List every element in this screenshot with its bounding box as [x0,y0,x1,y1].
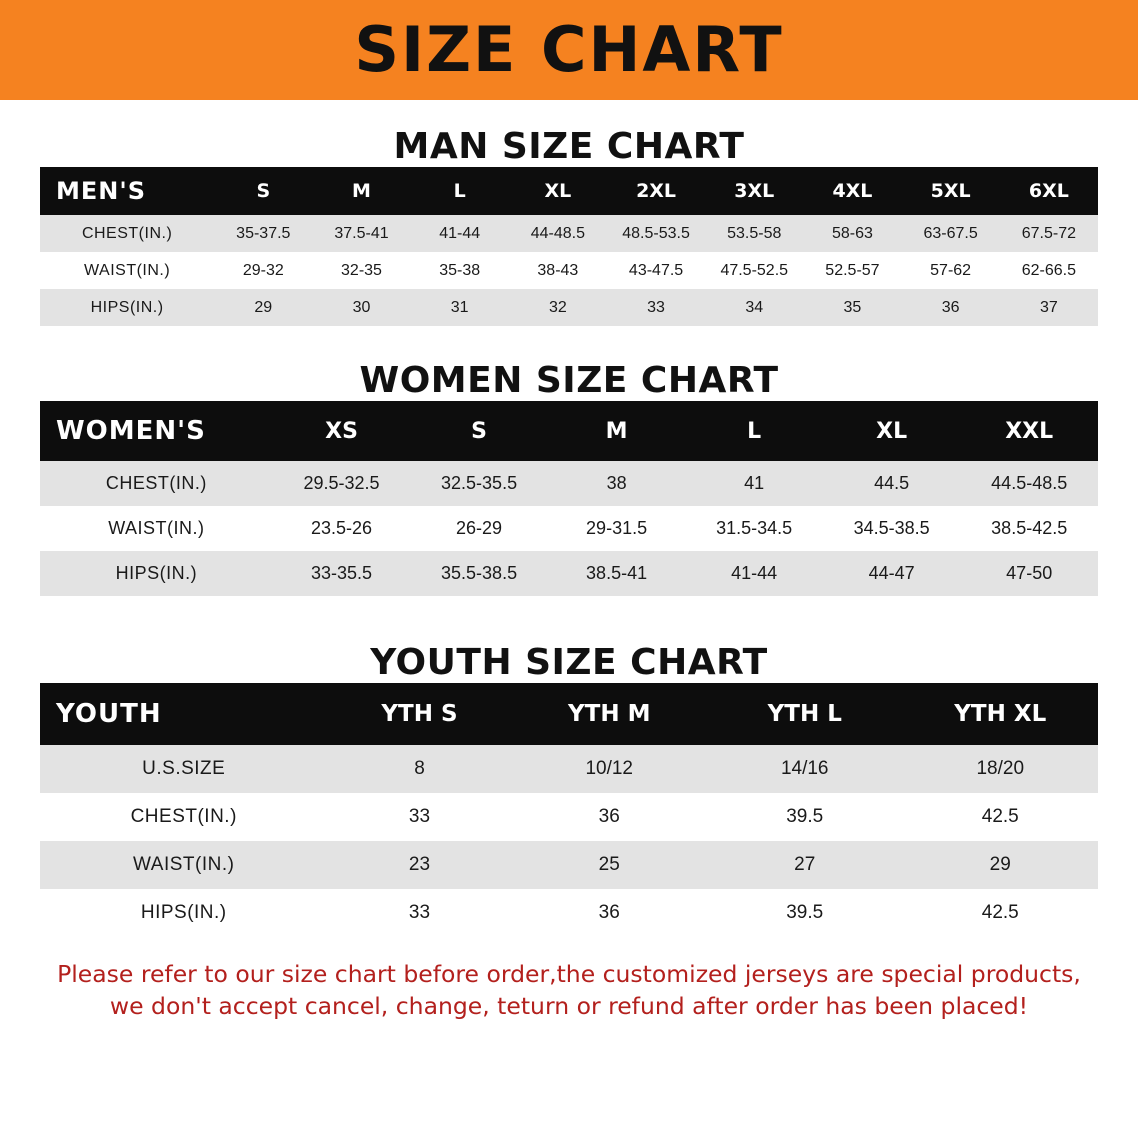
man-table-wrap [0,167,1138,326]
man-row-1-cell-7: 57-62 [930,261,972,279]
table-row [40,841,1098,889]
women-size-table [40,401,1098,596]
man-row-0-cell-7: 63-67.5 [923,224,978,242]
women-section-title: WOMEN SIZE CHART [359,360,779,401]
women-row-1-label: WAIST(IN.) [108,518,205,538]
women-row-2-cell-2: 38.5-41 [586,563,648,583]
women-row-1-cell-1: 26-29 [456,518,503,538]
youth-header-cell-1: YTH S [381,701,458,727]
youth-header-cell-4: YTH XL [954,701,1047,727]
table-row [40,745,1098,793]
women-table-header [40,401,1098,461]
man-header-cell-4: XL [544,180,572,202]
women-row-1-cell-3: 31.5-34.5 [716,518,793,538]
man-row-0-cell-2: 41-44 [439,224,481,242]
man-header-cell-7: 4XL [832,180,873,202]
youth-row-3-cell-3: 42.5 [981,902,1019,923]
youth-row-1-cell-1: 36 [598,806,620,827]
man-row-2-cell-2: 31 [450,298,469,316]
man-row-1-cell-1: 32-35 [341,261,382,279]
women-row-0-cell-1: 32.5-35.5 [441,473,518,493]
women-row-2-cell-1: 35.5-38.5 [441,563,518,583]
man-row-0-cell-6: 58-63 [831,224,873,242]
youth-row-1-cell-0: 33 [408,806,431,827]
table-row [40,793,1098,841]
women-header-cell-1: XS [325,418,358,444]
youth-header-cell-2: YTH M [567,701,651,727]
man-header-cell-6: 3XL [734,180,775,202]
women-header-cell-2: S [471,418,487,444]
man-header-cell-3: L [453,180,466,202]
man-header-cell-5: 2XL [636,180,677,202]
youth-header-cell-3: YTH L [767,701,842,727]
table-row [40,461,1098,506]
youth-row-3-cell-0: 33 [408,902,431,923]
youth-header-cell-0: YOUTH [56,699,162,729]
table-row [40,551,1098,596]
man-row-2-cell-5: 34 [745,298,764,316]
women-header-cell-5: XL [876,418,908,444]
women-row-1-cell-4: 34.5-38.5 [853,518,930,538]
man-row-1-cell-3: 38-43 [537,261,579,279]
youth-table-wrap [0,683,1138,937]
youth-row-0-cell-3: 18/20 [976,758,1025,779]
women-row-1-cell-5: 38.5-42.5 [991,518,1068,538]
women-row-0-cell-5: 44.5-48.5 [991,473,1068,493]
man-header-cell-8: 5XL [930,180,971,202]
man-row-0-cell-0: 35-37.5 [236,224,291,242]
women-header-cell-0: WOMEN'S [56,416,206,446]
man-row-0-cell-5: 53.5-58 [727,224,782,242]
man-size-table [40,167,1098,326]
women-row-2-label: HIPS(IN.) [115,563,198,583]
table-row [40,289,1098,326]
women-row-0-cell-2: 38 [606,473,627,493]
man-section-title: MAN SIZE CHART [393,126,745,167]
women-table-wrap [0,401,1138,596]
man-row-0-cell-8: 67.5-72 [1021,224,1076,242]
man-row-2-cell-4: 33 [647,298,665,316]
youth-row-3-label: HIPS(IN.) [140,902,227,923]
man-row-1-cell-0: 29-32 [242,261,284,279]
man-table-header [40,167,1098,215]
women-row-1-cell-2: 29-31.5 [586,518,648,538]
man-row-0-cell-4: 48.5-53.5 [622,224,690,242]
man-row-2-cell-7: 36 [941,298,960,316]
page-title: SIZE CHART [354,13,784,86]
table-row [40,215,1098,252]
man-row-2-label: HIPS(IN.) [90,298,164,316]
women-row-1-cell-0: 23.5-26 [310,518,373,538]
women-header-cell-6: XXL [1005,418,1054,444]
youth-row-1-cell-2: 39.5 [786,806,824,827]
youth-row-1-label: CHEST(IN.) [130,806,237,827]
man-row-2-cell-3: 32 [548,298,567,316]
man-row-2-cell-1: 30 [352,298,371,316]
table-row [40,252,1098,289]
youth-size-table [40,683,1098,937]
table-row [40,506,1098,551]
youth-row-0-cell-2: 14/16 [780,758,829,779]
man-row-2-cell-0: 29 [254,298,273,316]
man-header-cell-2: M [352,180,371,202]
man-row-2-cell-8: 37 [1039,298,1058,316]
man-row-1-cell-4: 43-47.5 [628,261,684,279]
women-row-2-cell-0: 33-35.5 [310,563,373,583]
youth-row-2-cell-3: 29 [989,854,1011,875]
youth-row-2-label: WAIST(IN.) [133,854,235,875]
man-header-cell-1: S [256,180,271,202]
youth-row-0-label: U.S.SIZE [142,758,226,779]
youth-row-2-cell-2: 27 [794,854,816,875]
youth-row-3-cell-2: 39.5 [786,902,824,923]
policy-note-line-2: we don't accept cancel, change, teturn or refund after order has been placed! [109,991,1029,1020]
women-row-2-cell-3: 41-44 [731,563,778,583]
man-row-1-cell-5: 47.5-52.5 [720,261,789,279]
man-header-cell-9: 6XL [1028,180,1069,202]
man-row-1-cell-6: 52.5-57 [825,261,880,279]
women-row-0-cell-4: 44.5 [874,473,910,493]
table-row [40,889,1098,937]
women-row-0-label: CHEST(IN.) [105,473,207,493]
youth-row-3-cell-1: 36 [598,902,620,923]
youth-row-1-cell-3: 42.5 [981,806,1019,827]
man-row-2-cell-6: 35 [843,298,862,316]
man-header-cell-0: MEN'S [56,177,146,205]
youth-row-0-cell-0: 8 [414,758,425,779]
youth-row-2-cell-0: 23 [408,854,431,875]
youth-row-0-cell-1: 10/12 [585,758,633,779]
man-row-1-cell-2: 35-38 [439,261,481,279]
banner [0,0,1138,100]
youth-row-2-cell-1: 25 [598,854,620,875]
policy-note [36,959,1102,1022]
women-header-cell-3: M [605,418,628,444]
man-row-1-label: WAIST(IN.) [84,261,171,279]
youth-table-header [40,683,1098,745]
women-row-2-cell-5: 47-50 [1006,563,1053,583]
women-row-0-cell-0: 29.5-32.5 [303,473,380,493]
youth-section-title: YOUTH SIZE CHART [370,642,768,683]
man-row-0-label: CHEST(IN.) [81,224,173,242]
women-row-0-cell-3: 41 [744,473,765,493]
man-row-0-cell-3: 44-48.5 [530,224,585,242]
man-row-1-cell-8: 62-66.5 [1021,261,1076,279]
man-row-0-cell-1: 37.5-41 [334,224,389,242]
women-row-2-cell-4: 44-47 [868,563,915,583]
women-header-cell-4: L [747,418,762,444]
policy-note-line-1: Please refer to our size chart before order,the customized jerseys are special products, [57,960,1081,988]
